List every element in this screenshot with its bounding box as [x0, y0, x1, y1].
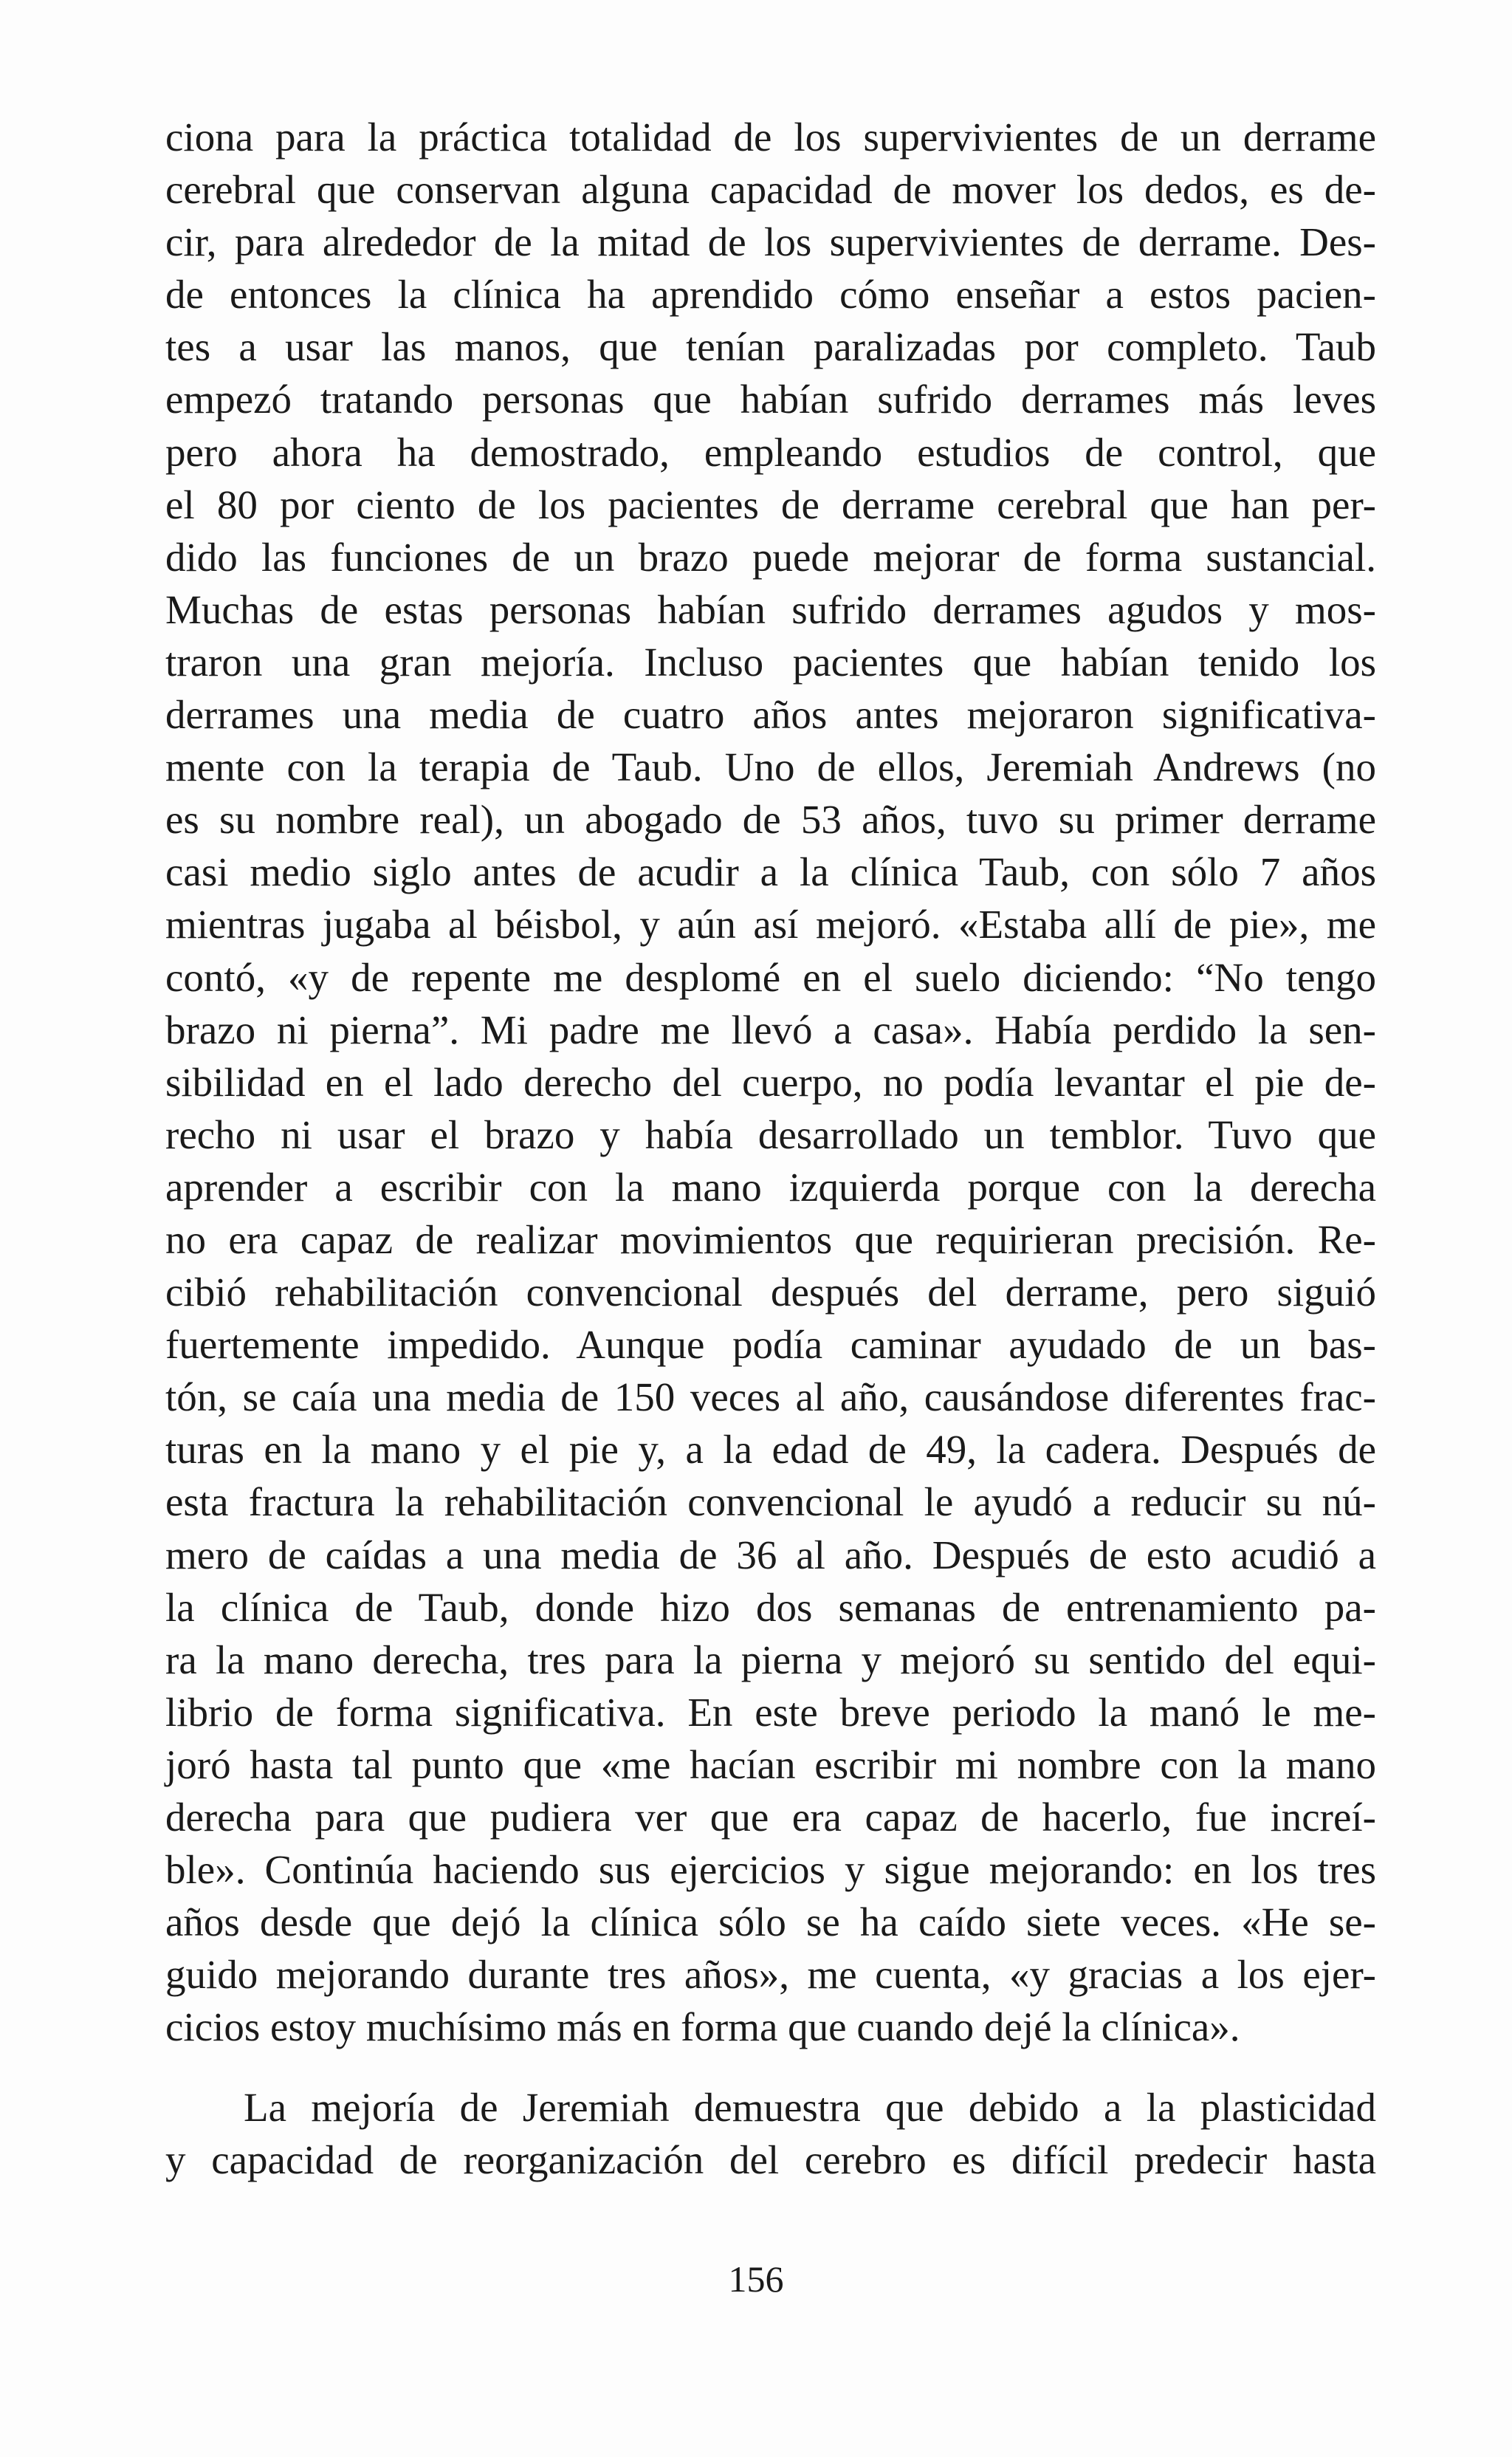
text-line: ble». Continúa haciendo sus ejercicios y sigue mejorando: en los tres [165, 1847, 1376, 1893]
text-line: traron una gran mejoría. Incluso pacientes que habían tenido los [165, 639, 1376, 685]
text-line: mientras jugaba al béisbol, y aún así mejoró. «Estaba allí de pie», me [165, 902, 1376, 947]
text-line: derrames una media de cuatro años antes mejoraron significativa- [165, 692, 1376, 738]
text-line: librio de forma significativa. En este breve periodo la manó le me- [165, 1689, 1376, 1735]
text-line: La mejoría de Jeremiah demuestra que debido a la plasticidad [244, 2085, 1376, 2130]
text-line: contó, «y de repente me desplomé en el suelo diciendo: “No tengo [165, 954, 1376, 1000]
text-line: cerebral que conservan alguna capacidad de mover los dedos, es de- [165, 167, 1376, 213]
text-line: no era capaz de realizar movimientos que requirieran precisión. Re- [165, 1216, 1376, 1262]
paragraph-2 [165, 2081, 1376, 2186]
text-line: brazo ni pierna”. Mi padre me llevó a casa». Había perdido la sen- [165, 1007, 1376, 1052]
text-line: aprender a escribir con la mano izquierda porque con la derecha [165, 1164, 1376, 1210]
text-line: turas en la mano y el pie y, a la edad de 49, la cadera. Después de [165, 1427, 1376, 1473]
text-line: cicios estoy muchísimo más en forma que cuando dejé la clínica». [165, 2004, 1240, 2050]
text-line: sibilidad en el lado derecho del cuerpo, no podía levantar el pie de- [165, 1059, 1376, 1105]
text-line: tón, se caía una media de 150 veces al año, causándose diferentes frac- [165, 1374, 1376, 1420]
text-line: mente con la terapia de Taub. Uno de ellos, Jeremiah Andrews (no [165, 744, 1376, 790]
text-line: ciona para la práctica totalidad de los supervivientes de un derrame [165, 114, 1376, 160]
text-line: de entonces la clínica ha aprendido cómo enseñar a estos pacien- [165, 272, 1376, 318]
text-line: y capacidad de reorganización del cerebro es difícil predecir hasta [165, 2137, 1376, 2183]
text-line: recho ni usar el brazo y había desarrollado un temblor. Tuvo que [165, 1111, 1376, 1157]
text-line: empezó tratando personas que habían sufrido derrames más leves [165, 377, 1376, 422]
text-line: cibió rehabilitación convencional después del derrame, pero siguió [165, 1269, 1376, 1315]
text-line: joró hasta tal punto que «me hacían escribir mi nombre con la mano [165, 1741, 1376, 1787]
text-line: derecha para que pudiera ver que era capaz de hacerlo, fue increí- [165, 1795, 1376, 1840]
paragraph-1 [165, 111, 1376, 2053]
text-line: es su nombre real), un abogado de 53 años, tuvo su primer derrame [165, 797, 1376, 843]
text-line: dido las funciones de un brazo puede mejorar de forma sustancial. [165, 534, 1376, 580]
text-line: la clínica de Taub, donde hizo dos semanas de entrenamiento pa- [165, 1584, 1376, 1630]
text-line: esta fractura la rehabilitación convencional le ayudó a reducir su nú- [165, 1479, 1376, 1525]
text-line: Muchas de estas personas habían sufrido derrames agudos y mos- [165, 586, 1376, 632]
text-line: el 80 por ciento de los pacientes de derrame cerebral que han per- [165, 482, 1376, 527]
text-line: pero ahora ha demostrado, empleando estudios de control, que [165, 429, 1376, 475]
text-line: años desde que dejó la clínica sólo se ha caído siete veces. «He se- [165, 1899, 1376, 1945]
text-line: cir, para alrededor de la mitad de los supervivientes de derrame. Des- [165, 219, 1376, 265]
page-number: 156 [728, 2258, 784, 2300]
text-line: tes a usar las manos, que tenían paralizadas por completo. Taub [165, 324, 1376, 370]
text-line: ra la mano derecha, tres para la pierna y mejoró su sentido del equi- [165, 1637, 1376, 1682]
text-line: mero de caídas a una media de 36 al año. Después de esto acudió a [165, 1532, 1376, 1577]
text-line: guido mejorando durante tres años», me cuenta, «y gracias a los ejer- [165, 1952, 1376, 1998]
text-line: fuertemente impedido. Aunque podía caminar ayudado de un bas- [165, 1322, 1376, 1368]
text-line: casi medio siglo antes de acudir a la clínica Taub, con sólo 7 años [165, 849, 1376, 895]
